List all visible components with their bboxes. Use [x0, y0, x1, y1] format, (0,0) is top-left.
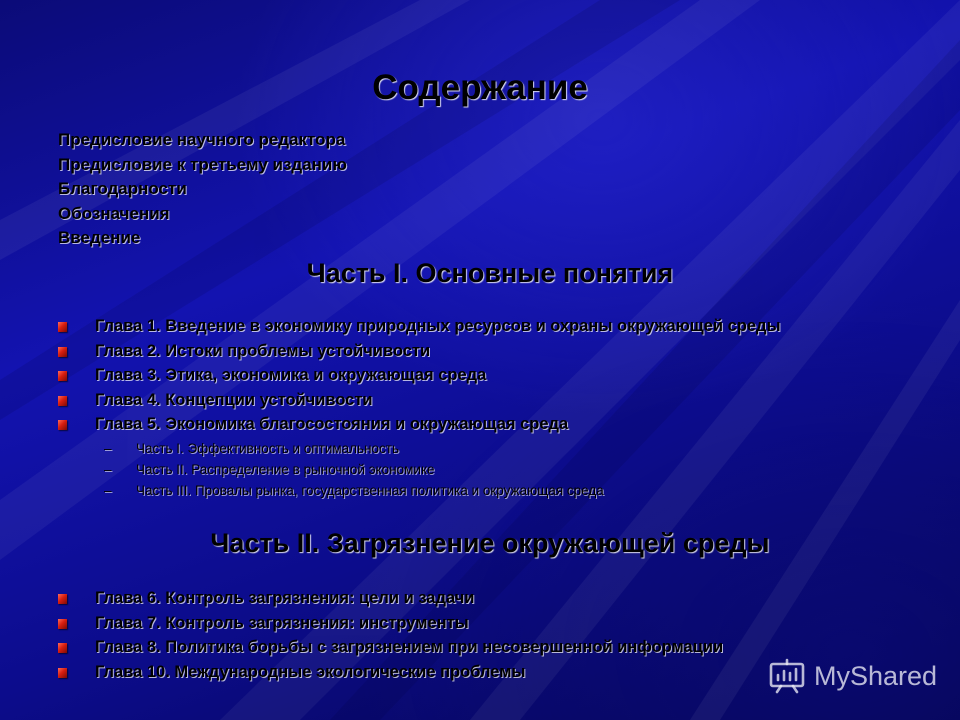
- chapter-item: [58, 611, 723, 636]
- bullet-icon: [58, 396, 67, 406]
- subchapter-label: Часть III. Провалы рынка, государственная политика и окружающая среда: [136, 483, 604, 498]
- chapter-label: Глава 2. Истоки проблемы устойчивости: [95, 341, 431, 360]
- presentation-board-icon: [768, 658, 806, 694]
- bullet-icon: [58, 347, 67, 357]
- bullet-icon: [58, 619, 67, 629]
- subchapter-label: Часть II. Распределение в рыночной экономике: [136, 462, 435, 477]
- chapter-label: Глава 1. Введение в экономику природных ресурсов и охраны окружающей среды: [95, 317, 781, 335]
- front-matter-list: [58, 128, 347, 251]
- bullet-icon: [58, 371, 67, 381]
- chapter-item: [58, 635, 723, 660]
- part1-subchapter-list: [104, 438, 604, 501]
- watermark-text: MyShared: [814, 660, 938, 691]
- bullet-icon: [58, 594, 67, 604]
- bullet-icon: [58, 322, 67, 332]
- chapter-label: Глава 10. Международные экологические проблемы: [95, 662, 526, 681]
- dash-marker: –: [104, 483, 112, 498]
- chapter-item: [58, 314, 781, 339]
- front-matter-item: Предисловие научного редактора: [58, 130, 346, 149]
- chapter-label: Глава 7. Контроль загрязнения: инструменты: [95, 613, 469, 632]
- subchapter-item: [104, 459, 604, 480]
- chapter-item: [58, 363, 781, 388]
- chapter-item: [58, 586, 723, 611]
- part2-chapter-list: [58, 586, 723, 684]
- chapter-item: [58, 412, 781, 437]
- front-matter-item: Обозначения: [58, 203, 170, 223]
- bullet-icon: [58, 420, 67, 430]
- chapter-label: Глава 4. Концепции устойчивости: [95, 390, 373, 409]
- subchapter-item: [104, 438, 604, 459]
- dash-marker: –: [104, 441, 112, 456]
- chapter-item: [58, 660, 723, 685]
- subchapter-label: Часть I. Эффективность и оптимальность: [136, 441, 399, 456]
- slide-title: Содержание: [372, 68, 588, 107]
- part2-heading: Часть II. Загрязнение окружающей среды: [210, 528, 770, 558]
- part1-chapter-list: [58, 314, 781, 437]
- myshared-watermark[interactable]: [768, 656, 937, 696]
- chapter-item: [58, 388, 781, 413]
- chapter-label: Глава 8. Политика борьбы с загрязнением при несовершенной информации: [95, 638, 724, 656]
- chapter-label: Глава 6. Контроль загрязнения: цели и задачи: [95, 589, 475, 607]
- chapter-label: Глава 3. Этика, экономика и окружающая среда: [95, 366, 487, 384]
- bullet-icon: [58, 643, 67, 653]
- chapter-label: Глава 5. Экономика благосостояния и окружающая среда: [95, 415, 569, 433]
- front-matter-item: Благодарности: [58, 179, 187, 198]
- part1-heading: Часть I. Основные понятия: [306, 258, 674, 288]
- front-matter-item: Введение: [58, 228, 141, 247]
- subchapter-item: [104, 480, 604, 501]
- chapter-item: [58, 339, 781, 364]
- bullet-icon: [58, 668, 67, 678]
- front-matter-item: Предисловие к третьему изданию: [58, 154, 347, 174]
- dash-marker: –: [104, 462, 112, 477]
